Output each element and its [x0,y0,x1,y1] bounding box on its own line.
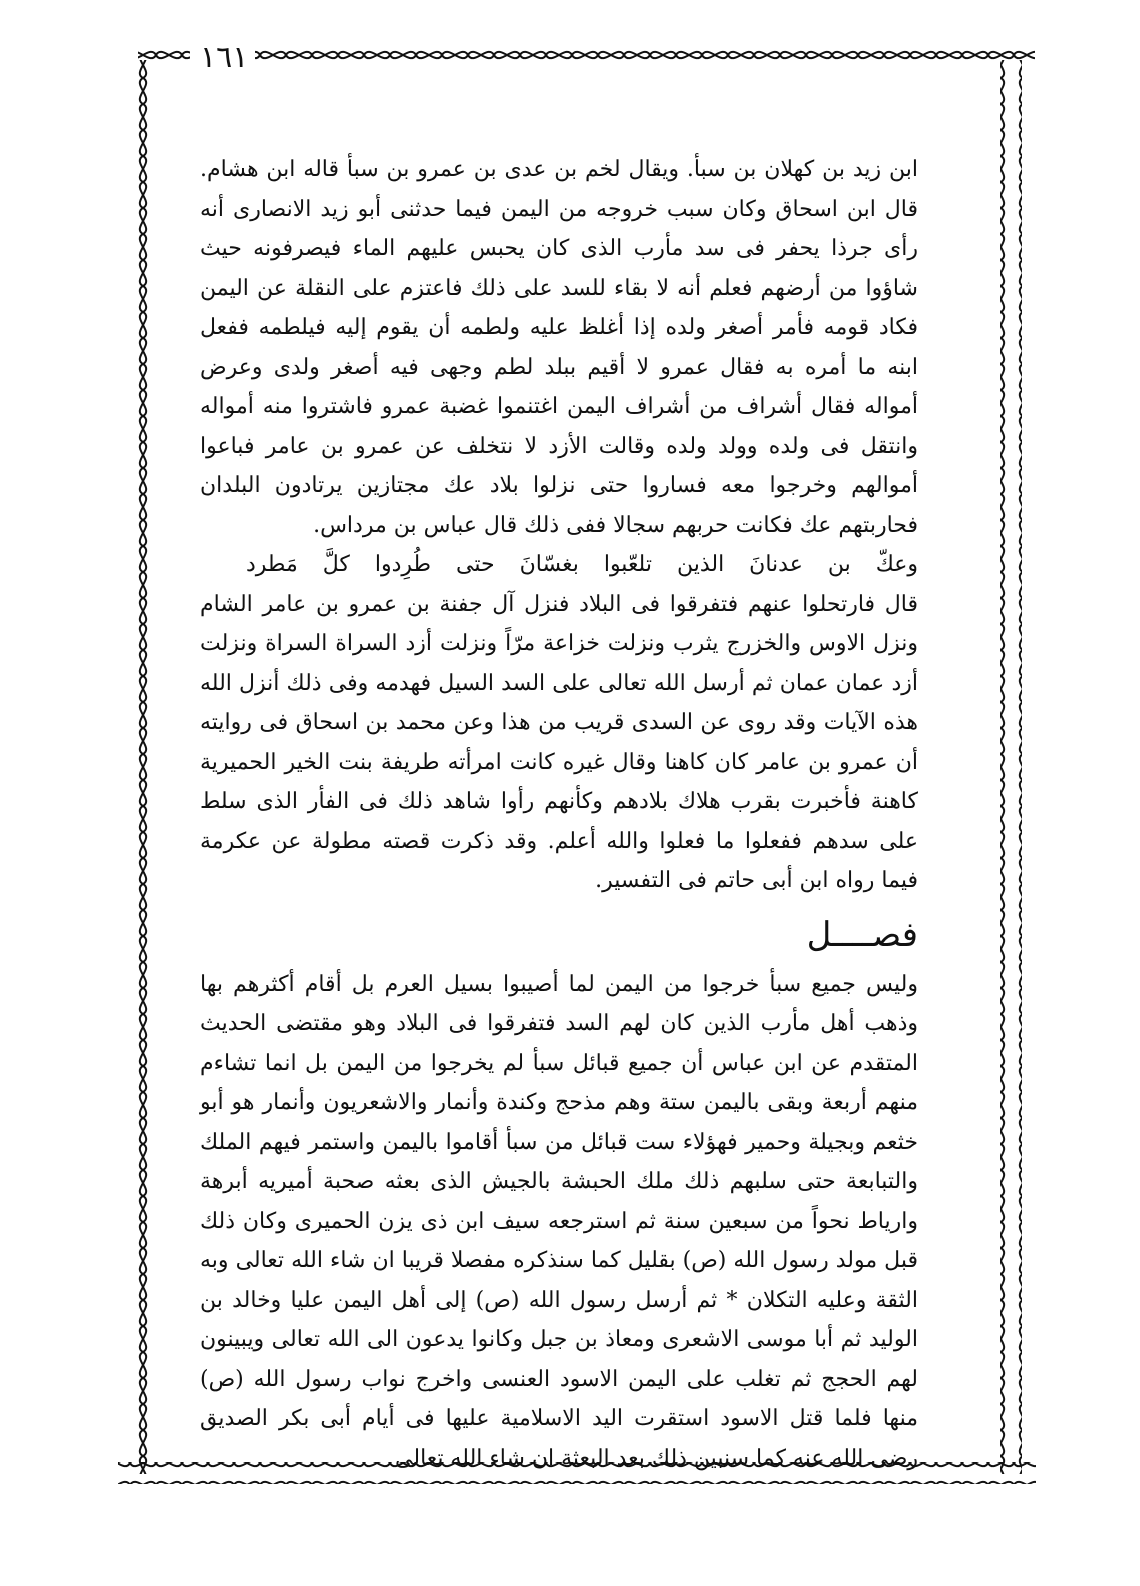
poem-verse: وعكّ بن عدنانَ الذين تلعّبوا بغسّانَ حتى طُرِدوا كلَّ مَطرد [245,552,918,577]
main-text [200,150,918,1478]
paragraph-2: قال فارتحلوا عنهم فتفرقوا فى البلاد فنزل آل جفنة بن عمرو بن عامر الشام ونزل الاوس والخزرج يثرب ونزلت خزاعة مرّاً ونزلت أزد السراة السراة ونزلت أزد عمان عمان ثم أرسل الله تعالى على السد السيل فهدمه وفى ذلك أنزل الله هذه الآيات وقد روى عن السدى قريب من هذا وعن محمد بن اسحاق فى روايته أن عمرو بن عامر كان كاهنا وقال غيره كانت امرأته طريفة بنت الخير الحميرية كاهنة فأخبرت بقرب هلاك بلادهم وكأنهم رأوا شاهد ذلك فى الفأر الذى سلط على سدهم ففعلوا ما فعلوا والله أعلم. وقد ذكرت قصته مطولة عن عكرمة فيما رواه ابن أبى حاتم فى التفسير. [200,591,918,893]
section-heading: فصــــل [806,914,918,955]
paragraph-1: ابن زيد بن كهلان بن سبأ. ويقال لخم بن عدى بن عمرو بن سبأ قاله ابن هشام. قال ابن اسحاق وكان سبب خروجه من اليمن فيما حدثنى أبو زيد الانصارى أنه رأى جرذا يحفر فى سد مأرب الذى كان يحبس عليهم الماء فيصرفونه حيث شاؤوا من أرضهم فعلم أنه لا بقاء للسد على ذلك فاعتزم على النقلة عن اليمن فكاد قومه فأمر أصغر ولده إذا أغلظ عليه ولطمه أن يقوم إليه فيلطمه ففعل ابنه ما أمره به فقال عمرو لا أقيم ببلد لطم وجهى فيه أصغر ولدى وعرض أمواله فقال أشراف من أشراف اليمن اغتنموا غضبة عمرو فاشتروا منه أمواله وانتقل فى ولده وولد ولده وقالت الأزد لا نتخلف عن عمرو بن عامر فباعوا أموالهم وخرجوا معه فساروا حتى نزلوا بلاد عك مجتازين يرتادون البلدان فحاربتهم عك فكانت حربهم سجالا ففى ذلك قال عباس بن مرداس. [200,157,918,538]
page-number: ١٦١ [200,40,249,75]
paragraph-3: وليس جميع سبأ خرجوا من اليمن لما أصيبوا بسيل العرم بل أقام أكثرهم بها وذهب أهل مأرب الذين كان لهم السد فتفرقوا فى البلاد وهو مقتضى الحديث المتقدم عن ابن عباس أن جميع قبائل سبأ لم يخرجوا من اليمن بل انما تشاءم منهم أربعة وبقى باليمن ستة وهم مذحج وكندة وأنمار والاشعريون وأنمار هو أبو خثعم وبجيلة وحمير فهؤلاء ست قبائل من سبأ أقاموا باليمن واستمر فيهم الملك والتبابعة حتى سلبهم ذلك ملك الحبشة بالجيش الذى بعثه صحبة أميريه أبرهة وارياط نحواً من سبعين سنة ثم استرجعه سيف ابن ذى يزن الحميرى وكان ذلك قبل مولد رسول الله (ص) بقليل كما سنذكره مفصلا قريبا ان شاء الله تعالى وبه الثقة وعليه التكلان * ثم أرسل رسول الله (ص) إلى أهل اليمن عليا وخالد بن الوليد ثم أبا موسى الاشعرى ومعاذ بن جبل وكانوا يدعون الى الله تعالى ويبينون لهم الحجج ثم تغلب على اليمن الاسود العنسى واخرج نواب رسول الله (ص) منها فلما قتل الاسود استقرت اليد الاسلامية عليها فى أيام أبى بكر الصديق رضى الله عنه كما سنبين ذلك بعد البعثة ان شاء الله تعالى [200,971,919,1471]
